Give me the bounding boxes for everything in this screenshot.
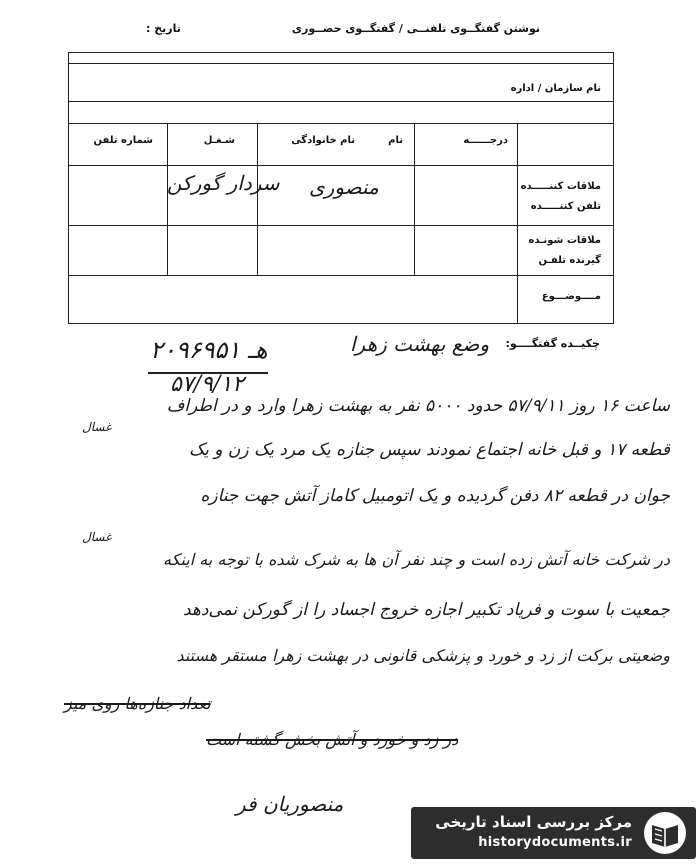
body-insert: غسال [82,530,112,544]
body-insert: غسال [82,420,112,434]
filled-family: منصوری [309,175,379,199]
watermark-url: historydocuments.ir [478,835,632,850]
col-phone: شماره تلفن [93,135,153,146]
watermark-title: مرکز بررسی اسناد تاریخی [435,813,632,831]
row-receiver: گیرنده تلفـن [538,255,601,266]
struck-line: در زد و خورد و آتش بخش گشته است [206,730,459,749]
col-job: شـغـل [203,135,235,146]
row-subject: مــــوضـــوع [541,291,601,302]
col-rank: درجــــــه [463,135,508,146]
body-line: قطعه ۱۷ و قبل خانه اجتماع نمودند سپس جنازه یک مرد یک زن و یک [188,440,670,460]
row-caller: تلفن کننـــــده [530,201,601,212]
body-line: جمعیت با سوت و فریاد تکبیر اجازه خروج اجساد را از گورکن نمی‌دهد [182,600,670,620]
body-line: وضعیتی برکت از زد و خورد و پزشکی قانونی در بهشت زهرا مستقر هستند [176,646,670,665]
signature: منصوریان فر [236,792,344,816]
archive-date: ۵۷/۹/۱۲ [170,372,244,397]
col-family: نام خانوادگی [291,135,355,146]
book-icon [642,810,688,856]
date-label: تاریخ : [146,22,181,35]
summary-label: چکیــده گفتگــــو: [505,337,600,350]
col-name: نام [388,135,403,146]
row-visited: ملاقات شونـده [528,235,601,246]
body-line: جوان در قطعه ۸۲ دفن گردیده و یک اتومبیل کاماز آتش جهت جنازه [200,486,670,506]
form-title: نوشتن گفتگــوی تلفنــی / گفتگــوی حضــوری [291,22,540,35]
filled-job: سردار گورکن [167,171,280,195]
summary-value: وضع بهشت زهرا [350,332,490,356]
archive-number: ۲۰۹۶۹۵۱ هـ [150,336,268,364]
row-visitor: ملاقات کننـــــده [520,181,601,192]
org-label: نام سازمان / اداره [510,83,601,94]
body-line: ساعت ۱۶ روز ۵۷/۹/۱۱ حدود ۵۰۰۰ نفر به بهشت زهرا وارد و در اطراف [166,396,670,416]
watermark-logo [411,807,696,859]
body-line: در شرکت خانه آتش زده است و چند نفر آن ها به شرک شده با توجه به اینکه [163,550,670,569]
form-table [68,52,614,324]
struck-line: تعداد جنازه‌ها روی میز [64,694,211,713]
